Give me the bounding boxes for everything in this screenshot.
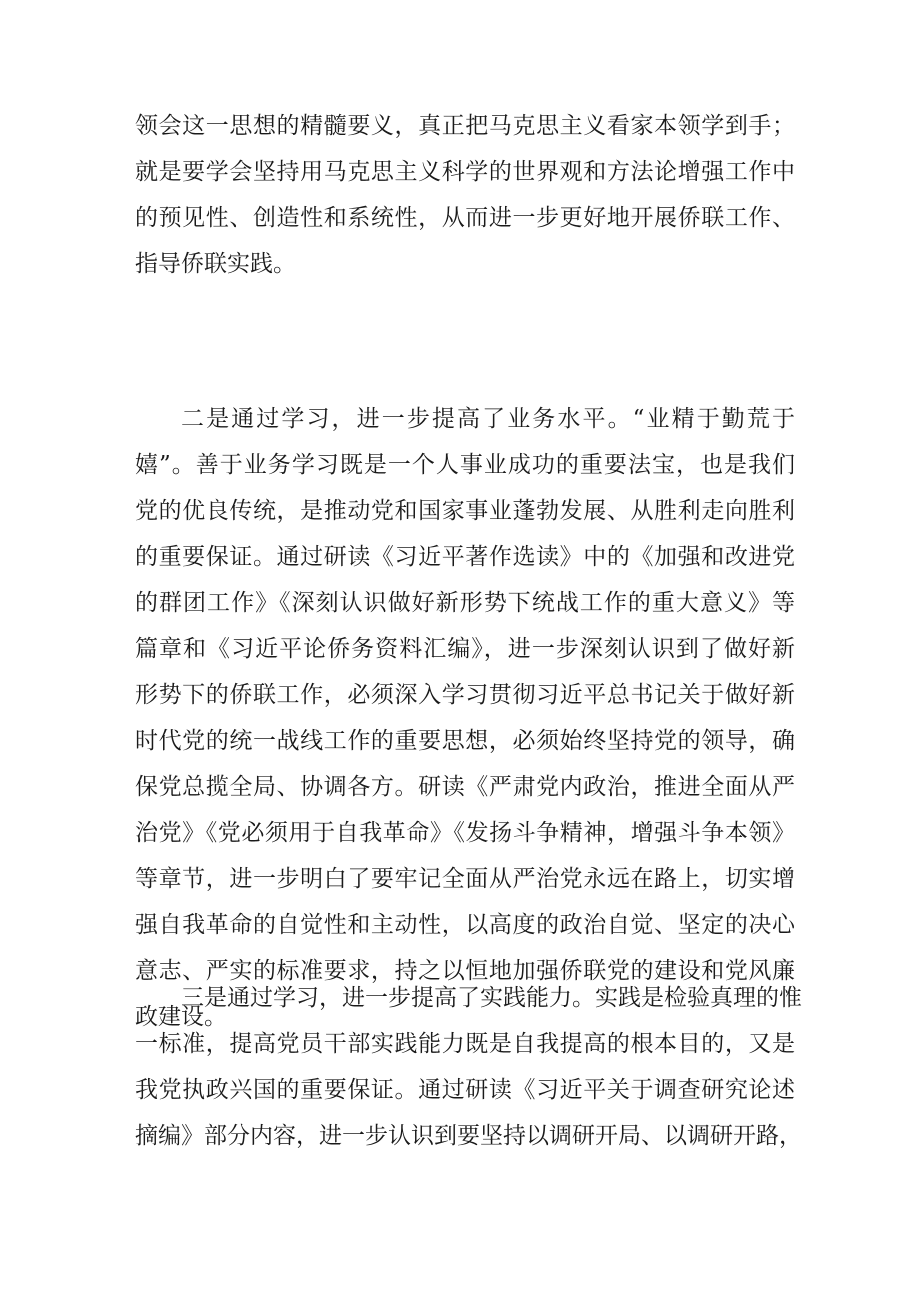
text-line: 强自我革命的自觉性和主动性，以高度的政治自觉、坚定的决心 [135, 912, 795, 938]
text-line: 的重要保证。通过研读《习近平著作选读》中的《加强和改进党 [135, 544, 795, 570]
text-line: 一标准，提高党员干部实践能力既是自我提高的根本目的，又是 [135, 1031, 795, 1057]
text-line: 篇章和《习近平论侨务资料汇编》，进一步深刻认识到了做好新 [135, 636, 795, 662]
text-line: 意志、严实的标准要求，持之以恒地加强侨联党的建设和党风廉 [135, 958, 795, 984]
text-line: 指导侨联实践。 [135, 251, 296, 277]
text-line: 时代党的统一战线工作的重要思想，必须始终坚持党的领导，确 [135, 728, 795, 754]
text-line: 形势下的侨联工作，必须深入学习贯彻习近平总书记关于做好新 [135, 682, 795, 708]
text-line: 领会这一思想的精髓要义，真正把马克思主义看家本领学到手； [135, 113, 795, 139]
text-line: 治党》《党必须用于自我革命》《发扬斗争精神，增强斗争本领》 [135, 820, 795, 846]
paragraph-business-level [135, 396, 802, 1040]
text-line: 摘编》部分内容，进一步认识到要坚持以调研开局、以调研开路， [135, 1123, 802, 1149]
text-line: 我党执政兴国的重要保证。通过研读《习近平关于调查研究论述 [135, 1077, 795, 1103]
paragraph-continuation [135, 103, 795, 287]
text-line: 二是通过学习，进一步提高了业务水平。“业精于勤荒于 [181, 406, 795, 432]
paragraph-practice-ability [135, 975, 802, 1159]
text-line: 的预见性、创造性和系统性，从而进一步更好地开展侨联工作、 [135, 205, 795, 231]
text-line: 等章节，进一步明白了要牢记全面从严治党永远在路上，切实增 [135, 866, 795, 892]
text-line: 三是通过学习，进一步提高了实践能力。实践是检验真理的惟 [181, 985, 802, 1011]
text-line: 保党总揽全局、协调各方。研读《严肃党内政治，推进全面从严 [135, 774, 795, 800]
text-line: 政建设。 [135, 1004, 227, 1030]
text-line: 党的优良传统，是推动党和国家事业蓬勃发展、从胜利走向胜利 [135, 498, 795, 524]
text-line: 的群团工作》《深刻认识做好新形势下统战工作的重大意义》等 [135, 590, 795, 616]
text-line: 就是要学会坚持用马克思主义科学的世界观和方法论增强工作中 [135, 159, 795, 185]
text-line: 嬉”。善于业务学习既是一个人事业成功的重要法宝，也是我们 [135, 452, 795, 478]
